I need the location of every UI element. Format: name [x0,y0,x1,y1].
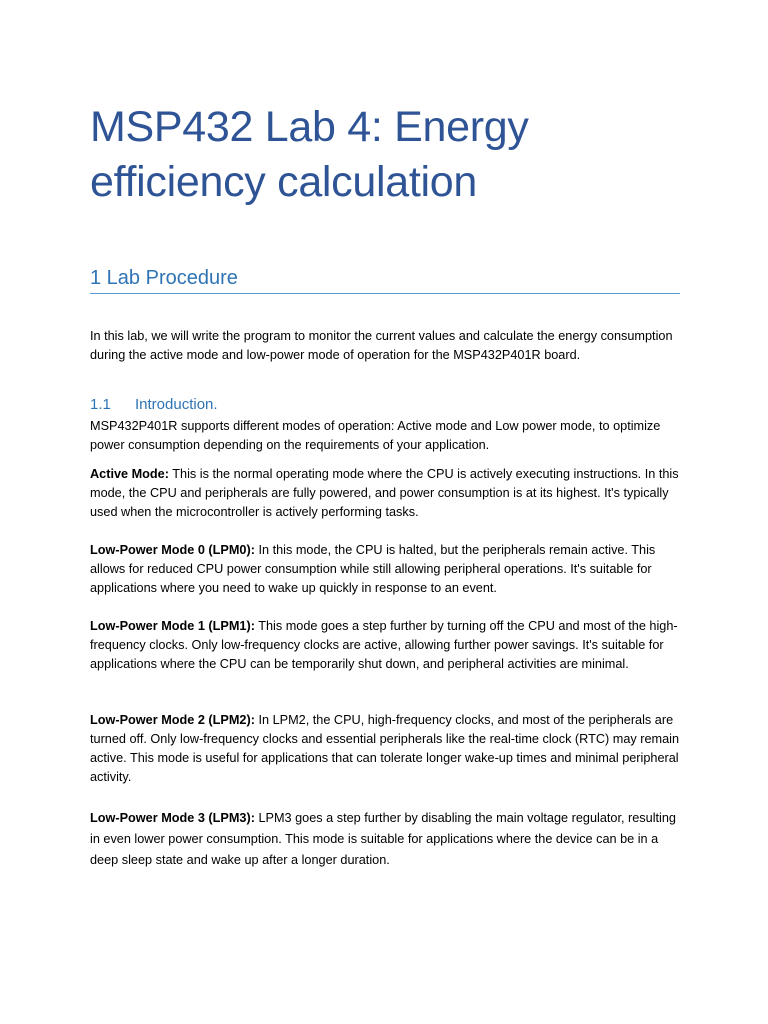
section-heading-rule [90,293,680,294]
document-title: MSP432 Lab 4: Energy efficiency calculation [90,103,529,206]
mode-name: Low-Power Mode 0 (LPM0): [90,543,255,557]
section-heading: 1 Lab Procedure [90,267,238,289]
subsection-number: 1.1 [90,396,111,413]
subsection-lead-paragraph: MSP432P401R supports different modes of operation: Active mode and Low power mode, to optimize power consumption depending on the requirements of your application. [90,419,661,452]
mode-description: This is the normal operating mode where the CPU is actively executing instructions. In this mode, the CPU and peripherals are fully powered, and power consumption is at its highest. It's typically used when the microcontroller is actively performing tasks. [90,467,679,519]
subsection-heading [90,395,218,415]
mode-paragraph-lpm2 [90,711,682,787]
mode-name: Low-Power Mode 1 (LPM1): [90,619,255,633]
section-intro-paragraph: In this lab, we will write the program to monitor the current values and calculate the energy consumption during the active mode and low-power mode of operation for the MSP432P401R board. [90,329,673,362]
mode-name: Active Mode: [90,467,169,481]
subsection-title: Introduction. [135,396,218,413]
mode-name: Low-Power Mode 3 (LPM3): [90,811,255,825]
mode-paragraph-lpm0 [90,541,682,598]
mode-paragraph-active [90,465,682,522]
mode-description: In this mode, the CPU is halted, but the peripherals remain active. This allows for reduced CPU power consumption while still allowing peripheral operations. It's suitable for applications where you need to wake up quickly in response to an event. [90,543,656,595]
mode-paragraph-lpm1 [90,617,682,674]
mode-description: In LPM2, the CPU, high-frequency clocks, and most of the peripherals are turned off. Only low-frequency clocks and essential peripherals like the real-time clock (RTC) may remain active. This mode is useful for applications that can tolerate longer wake-up times and minimal peripheral activity. [90,713,680,784]
mode-name: Low-Power Mode 2 (LPM2): [90,713,255,727]
mode-description: This mode goes a step further by turning off the CPU and most of the high-frequency clocks. Only low-frequency clocks are active, allowing further power savings. It's suitable for applications where the CPU can be temporarily shut down, and peripheral activities are minimal. [90,619,678,671]
mode-description: LPM3 goes a step further by disabling the main voltage regulator, resulting in even lower power consumption. This mode is suitable for applications where the device can be in a deep sleep state and wake up after a longer duration. [90,811,676,867]
mode-paragraph-lpm3 [90,808,682,871]
